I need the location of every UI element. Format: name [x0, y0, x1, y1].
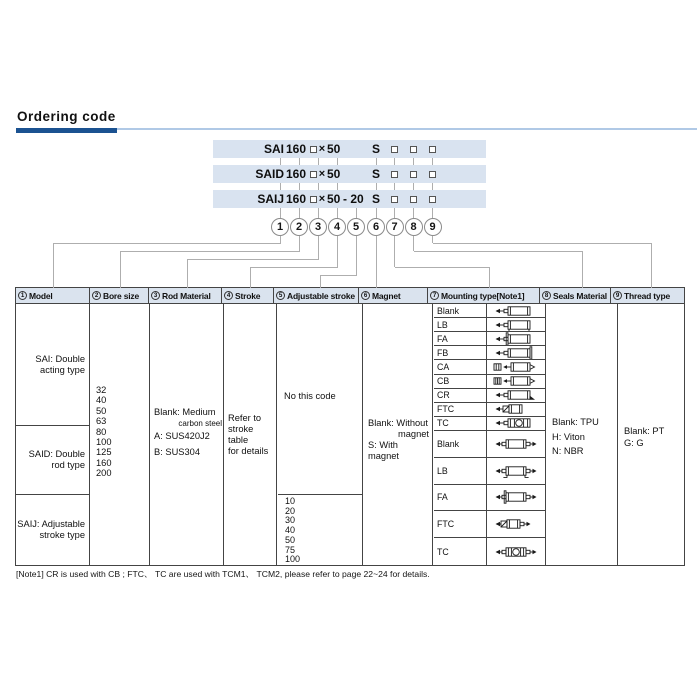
mounting-row: [434, 332, 545, 346]
mounting-row: [434, 346, 545, 360]
mounting-code: CA: [434, 360, 487, 373]
mounting-code: FTC: [434, 403, 487, 416]
footnote: [Note1] CR is used with CB ; FTC、 TC are used with TCM1、 TCM2, please refer to page 22~24 for details.: [16, 569, 430, 579]
bore-size-value: 63: [96, 416, 107, 427]
thread-text: [624, 426, 664, 449]
mounting-code: LB: [434, 458, 487, 484]
mounting-code: CR: [434, 389, 487, 402]
bore-size-value: 100: [96, 437, 112, 448]
page-title: Ordering code: [17, 109, 116, 124]
adjustable-value: 10: [285, 496, 296, 506]
cylinder-double-rod-flange-icon: [487, 485, 545, 511]
rod-option: B: SUS304: [154, 447, 200, 457]
header-bore-size: [90, 288, 149, 303]
mounting-row: [434, 511, 545, 538]
position-circle-9: 9: [424, 218, 442, 236]
circled-number-icon: 1: [18, 291, 27, 300]
title-underline-dark: [16, 128, 117, 133]
position-circle-2: 2: [290, 218, 308, 236]
cylinder-double-rod-front-trunnion-icon: [487, 511, 545, 537]
rod-option: A: SUS420J2: [154, 431, 210, 441]
model-text: acting type: [40, 364, 85, 375]
header-label: Magnet: [372, 290, 401, 301]
magnet-option: Blank: Without: [368, 418, 428, 428]
cylinder-front-flange-icon: [487, 332, 545, 345]
mounting-placeholder-square: [391, 171, 398, 178]
col-adjustable-stroke: [278, 304, 363, 565]
adjustable-value: 20: [285, 505, 296, 516]
mounting-group-single-rod: [434, 304, 545, 431]
mounting-code: FA: [434, 485, 487, 511]
code-times: ×: [318, 193, 326, 205]
thread-option: G: G: [624, 437, 644, 448]
model-text: stroke type: [39, 530, 85, 540]
thread-option: Blank: PT: [624, 426, 665, 436]
seal-option: Blank: TPU: [552, 417, 599, 427]
mounting-code: Blank: [434, 304, 487, 317]
title-underline-light: [117, 128, 697, 130]
thread-placeholder-square: [429, 171, 436, 178]
magnet-option: S: With magnet: [368, 440, 400, 461]
mounting-placeholder-square: [391, 196, 398, 203]
rod-option: Blank: Medium: [154, 407, 216, 417]
header-label: Thread type: [624, 290, 670, 301]
circled-number-icon: 7: [430, 291, 439, 300]
cylinder-foot-bracket-icon: [487, 318, 545, 331]
stroke-line: Refer to: [228, 413, 262, 423]
code-adjustable: - 20: [343, 192, 364, 206]
seals-placeholder-square: [410, 171, 417, 178]
circled-number-icon: 3: [151, 291, 160, 300]
col-bore-size: [91, 304, 150, 565]
mounting-code: FB: [434, 346, 487, 359]
stroke-text: [228, 413, 276, 457]
col-mounting-type: [434, 304, 546, 565]
circled-number-icon: 8: [542, 291, 551, 300]
seal-option: N: NBR: [552, 446, 584, 456]
bore-size-value: 160: [96, 457, 112, 468]
code-magnet: S: [371, 142, 380, 156]
seal-option: H: Viton: [552, 431, 585, 442]
adjustable-none-text: No this code: [284, 391, 336, 401]
mounting-row: [434, 538, 545, 565]
mounting-code: TC: [434, 417, 487, 430]
circled-number-icon: 2: [92, 291, 101, 300]
cylinder-clevis-a-icon: [487, 360, 545, 373]
adjustable-values-cell: [278, 495, 362, 565]
bore-size-value: 80: [96, 426, 107, 437]
seals-text: [552, 415, 599, 459]
model-option-saij: [16, 495, 89, 565]
circled-number-icon: 6: [361, 291, 370, 300]
col-model: [16, 304, 90, 565]
header-thread-type: [611, 288, 676, 303]
adjustable-value: 40: [285, 525, 296, 536]
model-option-sai: [16, 304, 89, 426]
code-stroke: 50: [327, 142, 341, 156]
code-row-saij: [213, 190, 486, 208]
mounting-row: [434, 485, 545, 512]
position-circle-1: 1: [271, 218, 289, 236]
mounting-placeholder-square: [391, 146, 398, 153]
adjustable-value: 75: [285, 544, 296, 555]
circled-number-icon: 9: [613, 291, 622, 300]
mounting-row: [434, 389, 545, 403]
ordering-table: [15, 287, 685, 566]
cylinder-basic-icon: [487, 304, 545, 317]
header-stroke: [222, 288, 274, 303]
col-thread-type: [619, 304, 684, 565]
stroke-line: stroke table: [228, 424, 254, 445]
seals-placeholder-square: [410, 196, 417, 203]
model-text: SAI: Double: [35, 353, 85, 364]
header-seals-material: [540, 288, 611, 303]
code-bore: 160: [286, 167, 307, 181]
cylinder-front-trunnion-icon: [487, 403, 545, 416]
adjustable-none-cell: [278, 304, 362, 495]
position-circle-6: 6: [367, 218, 385, 236]
header-label: Adjustable stroke: [287, 290, 355, 301]
rod-material-text: [154, 407, 222, 458]
code-times: ×: [318, 168, 326, 180]
mounting-row: [434, 403, 545, 417]
bore-size-value: 50: [96, 405, 107, 416]
cylinder-double-rod-foot-icon: [487, 458, 545, 484]
mounting-code: LB: [434, 318, 487, 331]
model-text: SAIJ: Adjustable: [17, 519, 85, 529]
position-circle-7: 7: [386, 218, 404, 236]
mounting-row: [434, 375, 545, 389]
code-bore: 160: [286, 142, 307, 156]
header-label: Stroke: [235, 290, 261, 301]
model-text: SAID: Double: [28, 449, 85, 459]
mounting-row: [434, 417, 545, 431]
cylinder-center-trunnion-icon: [487, 417, 545, 430]
cylinder-clevis-b-icon: [487, 375, 545, 388]
code-model: SAIJ: [257, 192, 284, 206]
code-model: SAID: [255, 167, 284, 181]
cylinder-rear-pivot-icon: [487, 389, 545, 402]
header-rod-material: [149, 288, 222, 303]
mounting-row: [434, 360, 545, 374]
mounting-code: Blank: [434, 431, 487, 457]
cylinder-double-rod-center-trunnion-icon: [487, 538, 545, 565]
position-circle-3: 3: [309, 218, 327, 236]
mounting-row: [434, 431, 545, 458]
circled-number-icon: 5: [276, 291, 285, 300]
header-magnet: [359, 288, 428, 303]
mounting-code: FA: [434, 332, 487, 345]
bore-size-value: 125: [96, 447, 112, 458]
col-magnet: [364, 304, 433, 565]
seals-placeholder-square: [410, 146, 417, 153]
cylinder-double-rod-basic-icon: [487, 431, 545, 457]
mounting-row: [434, 318, 545, 332]
rod-option-sub: carbon steel: [178, 419, 222, 428]
stroke-line: for details: [228, 446, 269, 456]
code-stroke: 50: [327, 192, 341, 206]
header-mounting-type: [428, 288, 540, 303]
code-stroke: 50: [327, 167, 341, 181]
col-stroke: [225, 304, 277, 565]
header-label: Bore size: [103, 290, 139, 301]
col-rod-material: [151, 304, 224, 565]
code-magnet: S: [371, 167, 380, 181]
code-magnet: S: [371, 192, 380, 206]
table-header-row: [16, 288, 684, 304]
mounting-row: [434, 458, 545, 485]
mounting-code: CB: [434, 375, 487, 388]
header-label: Rod Material: [162, 290, 211, 301]
code-times: ×: [318, 143, 326, 155]
bore-size-value: 32: [96, 385, 107, 395]
adjustable-value: 100: [285, 554, 301, 565]
code-model: SAI: [263, 142, 284, 156]
adjustable-value: 30: [285, 515, 296, 526]
thread-placeholder-square: [429, 146, 436, 153]
model-text: rod type: [51, 460, 85, 470]
col-seals-material: [547, 304, 618, 565]
magnet-text: [368, 418, 429, 462]
table-body: [16, 304, 684, 565]
code-row-sai: [213, 140, 486, 158]
header-label: Seals Material: [553, 290, 607, 301]
header-label: Model: [29, 290, 53, 301]
thread-placeholder-square: [429, 196, 436, 203]
mounting-group-double-rod: [434, 431, 545, 565]
circled-number-icon: 4: [224, 291, 233, 300]
mounting-code: FTC: [434, 511, 487, 537]
magnet-option-wrap: magnet: [397, 429, 429, 439]
cylinder-rear-flange-icon: [487, 346, 545, 359]
model-option-said: [16, 426, 89, 495]
mounting-row: [434, 304, 545, 318]
mounting-code: TC: [434, 538, 487, 565]
bore-size-value: 40: [96, 395, 107, 406]
code-bore: 160: [286, 192, 307, 206]
position-circle-8: 8: [405, 218, 423, 236]
adjustable-value: 50: [285, 534, 296, 545]
header-model: [16, 288, 90, 303]
bore-size-list: [96, 385, 112, 479]
bore-size-value: 200: [96, 468, 112, 479]
position-circle-4: 4: [328, 218, 346, 236]
header-label: Mounting type[Note1]: [441, 290, 525, 301]
position-circle-5: 5: [347, 218, 365, 236]
code-row-said: [213, 165, 486, 183]
header-adjustable-stroke: [274, 288, 359, 303]
